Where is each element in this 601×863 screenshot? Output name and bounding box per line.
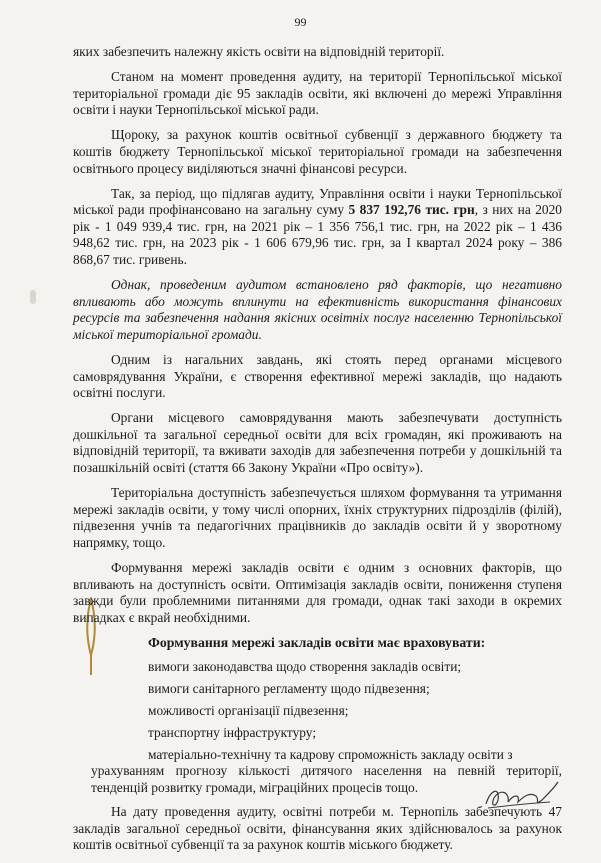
paragraph: На дату проведення аудиту, освітні потреби м. Тернопіль забезпечують 47 закладів загальної середньої освіти, фінансування яких здійснювалось за рахунок коштів освітньої субвенції та за рахунок коштів міського бюджету. — [73, 804, 562, 853]
list-item: транспортну інфраструктуру; — [148, 724, 317, 740]
paragraph: Формування мережі закладів освіти є одним з основних факторів, що впливають на доступність освіти. Оптимізація закладів освіти, пониження ступеня завжди були проблемними питаннями для громади, однак такі заходи в окремих випадках є вкрай необхідними. — [73, 560, 562, 625]
list-item: можливості організації підвезення; — [148, 702, 349, 718]
list-title: Формування мережі закладів освіти має враховувати: — [148, 634, 486, 650]
page-number: 99 — [294, 15, 307, 29]
funding-total: 5 837 192,76 тис. грн — [348, 202, 475, 218]
funding-paragraph: Так, за період, що підлягав аудиту, Управління освіти і науки Тернопільської міської ради профінансовано на загальну суму 5 837 192,76 тис. грн, з них на 2020 рік - 1 049 939,4 тис. грн, на 2021 рік – 1 356 756,1 тис. грн, на 2022 рік – 1 436 948,62 тис. грн, на 2023 рік - 1 606 679,96 тис. грн, за I квартал 2024 року – 386 868,67 тис. гривень. — [73, 185, 562, 268]
document-body — [73, 44, 562, 863]
paragraph: Щороку, за рахунок коштів освітньої субвенції з державного бюджету та коштів бюджету Тернопільської міської територіальної громади на забезпечення освітнього процесу виділяються значні фінансові ресурси. — [73, 127, 562, 176]
list-item: матеріально-технічну та кадрову спроможність закладу освіти з урахуванням прогнозу кількості дитячого населення на певній території, тенденцій розвитку громади, міграційних процесів тощо. — [91, 746, 562, 795]
paragraph: Територіальна доступність забезпечується шляхом формування та утримання мережі закладів освіти, у тому числі опорних, їхніх структурних підрозділів (філій), підвезення учнів та педагогічних працівників до закладів освіти й у зворотному напрямку, тощо. — [73, 485, 562, 550]
audit-finding-paragraph: Однак, проведеним аудитом встановлено ряд факторів, що негативно впливають або можуть вплинути на ефективність використання фінансових ресурсів та забезпечення надання якісних освітніх послуг населенню Тернопільської міської територіальної громади. — [73, 277, 562, 342]
requirements-list — [73, 656, 562, 797]
paragraph: Станом на момент проведення аудиту, на території Тернопільської міської територіальної громади діє 95 закладів освіти, які включені до мережі Управління освіти і науки Тернопільської міської ради. — [73, 69, 562, 118]
signature-icon — [480, 778, 560, 814]
paragraph: Органи місцевого самоврядування мають забезпечувати доступність дошкільної та загальної середньої освіти для всіх громадян, які проживають на відповідній території, та вживати заходів для забезпечення потреби у дошкільній та позашкільній освіті (стаття 66 Закону України «Про освіту»). — [73, 410, 562, 476]
list-item: вимоги санітарного регламенту щодо підвезення; — [148, 680, 430, 696]
list-item: вимоги законодавства щодо створення закладів освіти; — [148, 658, 462, 674]
paragraph: Одним із нагальних завдань, які стоять перед органами місцевого самоврядування України, є створення ефективної мережі закладів, що надають освітні послуги. — [73, 352, 562, 401]
paragraph: яких забезпечить належну якість освіти на відповідній території. — [73, 44, 445, 59]
punch-hole — [30, 290, 36, 304]
